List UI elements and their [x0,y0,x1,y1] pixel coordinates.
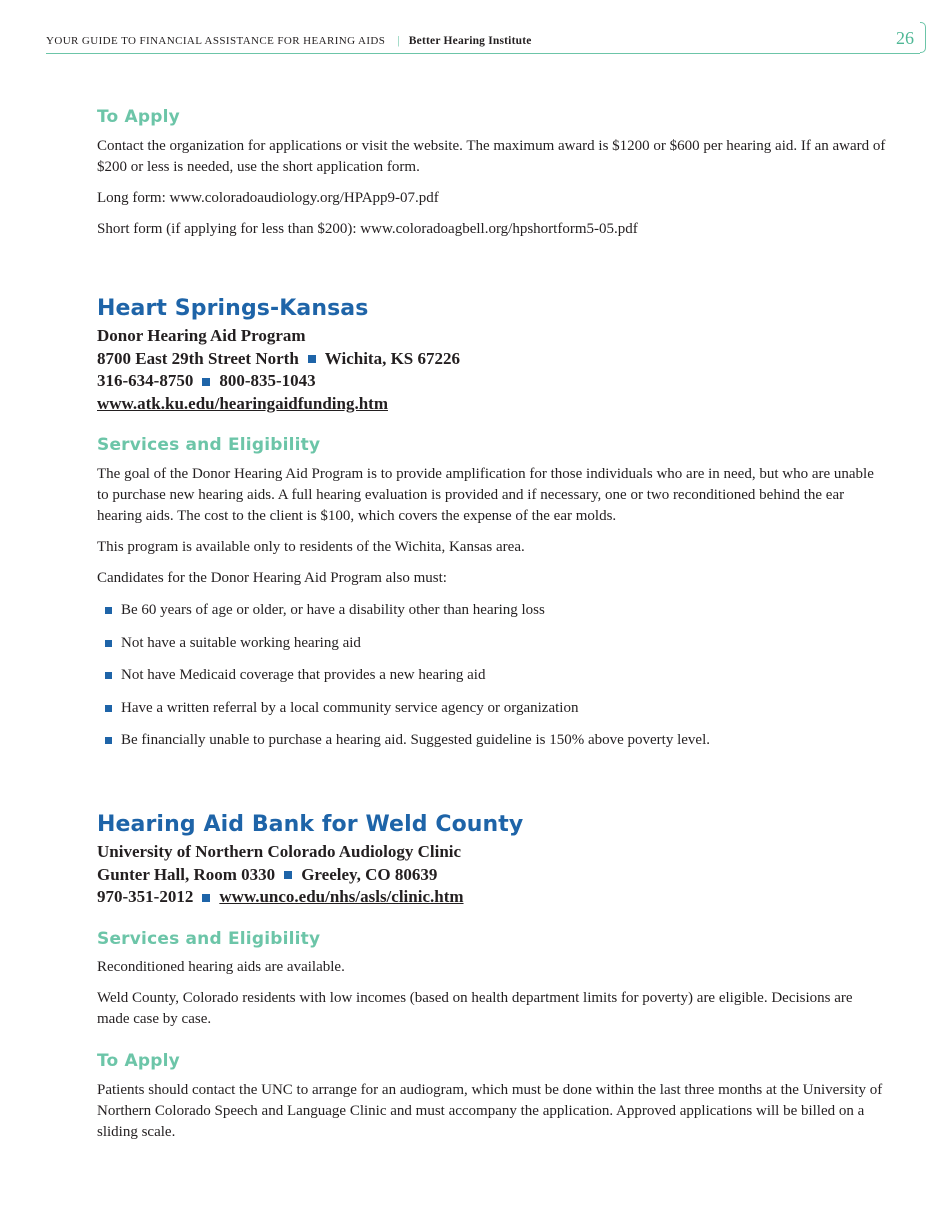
apply-paragraph: Patients should contact the UNC to arrange for an audiogram, which must be done within the last three months at the University of Northern Colorado Speech and Language Clinic and must accompany the application. Approved applications will be billed on a sliding scale. [97,1081,883,1140]
section-heading: To Apply [97,107,180,127]
running-header [46,22,926,54]
clinic-name: University of Northern Colorado Audiology Clinic [97,842,462,861]
candidates-intro: Candidates for the Donor Hearing Aid Program also must: [97,570,447,586]
org-title: Hearing Aid Bank for Weld County [97,812,524,837]
website-link[interactable]: www.atk.ku.edu/hearingaidfunding.htm [97,393,388,413]
section-heading: Services and Eligibility [97,928,321,949]
page-number: 26 [896,28,914,48]
heart-springs-section [97,296,887,751]
section-heading: To Apply [97,1050,180,1071]
toll-free-number: 800-835-1043 [219,371,316,390]
street-address: 8700 East 29th Street North [97,348,299,368]
list-item: Have a written referral by a local community service agency or organization [97,698,887,719]
bullet-square-icon [284,871,292,879]
phone-website-line [97,886,887,909]
list-item: Not have a suitable working hearing aid [97,633,887,654]
website-line [97,393,887,416]
program-name: Donor Hearing Aid Program [97,326,306,345]
long-form-link[interactable]: Long form: www.coloradoaudiology.org/HPApp9-07.pdf [97,190,439,206]
city-state-zip: Wichita, KS 67226 [324,348,461,368]
city-state-zip: Greeley, CO 80639 [301,864,438,884]
address-line [97,348,887,371]
header-text [46,35,532,47]
section-heading: Services and Eligibility [97,435,321,455]
header-bracket [920,22,926,53]
apply-paragraph: Contact the organization for applications or visit the website. The maximum award is $1200 or $600 per hearing aid. If an award of $200 or less is needed, use the short application form. [97,138,886,175]
guide-title: YOUR GUIDE TO FINANCIAL ASSISTANCE FOR HEARING AIDS [46,35,386,47]
bullet-square-icon [308,355,316,363]
list-item: Not have Medicaid coverage that provides a new hearing aid [97,665,887,686]
list-item: Be financially unable to purchase a hearing aid. Suggested guideline is 150% above poverty level. [97,730,887,751]
description-paragraph: The goal of the Donor Hearing Aid Program is to provide amplification for those individuals who are in need, but who are unable to purchase new hearing aids. A full hearing evaluation is provided and if necessary, one or two reconditioned behind the ear hearing aids. The cost to the client is $100, which covers the expense of the ear molds. [97,466,874,524]
eligibility-paragraph: Weld County, Colorado residents with low incomes (based on health department limits for poverty) are eligible. Decisions are made case by case. [97,989,853,1027]
org-title: Heart Springs-Kansas [97,296,369,321]
bullet-square-icon [105,607,112,614]
header-rule [46,53,920,54]
residency-paragraph: This program is available only to residents of the Wichita, Kansas area. [97,539,525,555]
bullet-square-icon [105,705,112,712]
phone-line [97,370,887,393]
room-address: Gunter Hall, Room 0330 [97,864,276,884]
bullet-square-icon [105,640,112,647]
short-form-link[interactable]: Short form (if applying for less than $200): www.coloradoagbell.org/hpshortform5-05.pdf [97,221,638,237]
requirements-list [97,600,887,751]
phone-number: 316-634-8750 [97,371,194,390]
bullet-square-icon [202,894,210,902]
services-paragraph: Reconditioned hearing aids are available. [97,958,345,975]
bullet-square-icon [202,378,210,386]
website-link[interactable]: www.unco.edu/nhs/asls/clinic.htm [219,887,464,906]
list-item: Be 60 years of age or older, or have a disability other than hearing loss [97,600,887,621]
phone-number: 970-351-2012 [97,887,194,906]
weld-county-section [97,812,887,1143]
bullet-square-icon [105,672,112,679]
header-separator: | [397,35,400,47]
institute-name: Better Hearing Institute [408,35,532,47]
bullet-square-icon [105,737,112,744]
address-line [97,864,887,887]
apply-section-top [97,107,887,240]
